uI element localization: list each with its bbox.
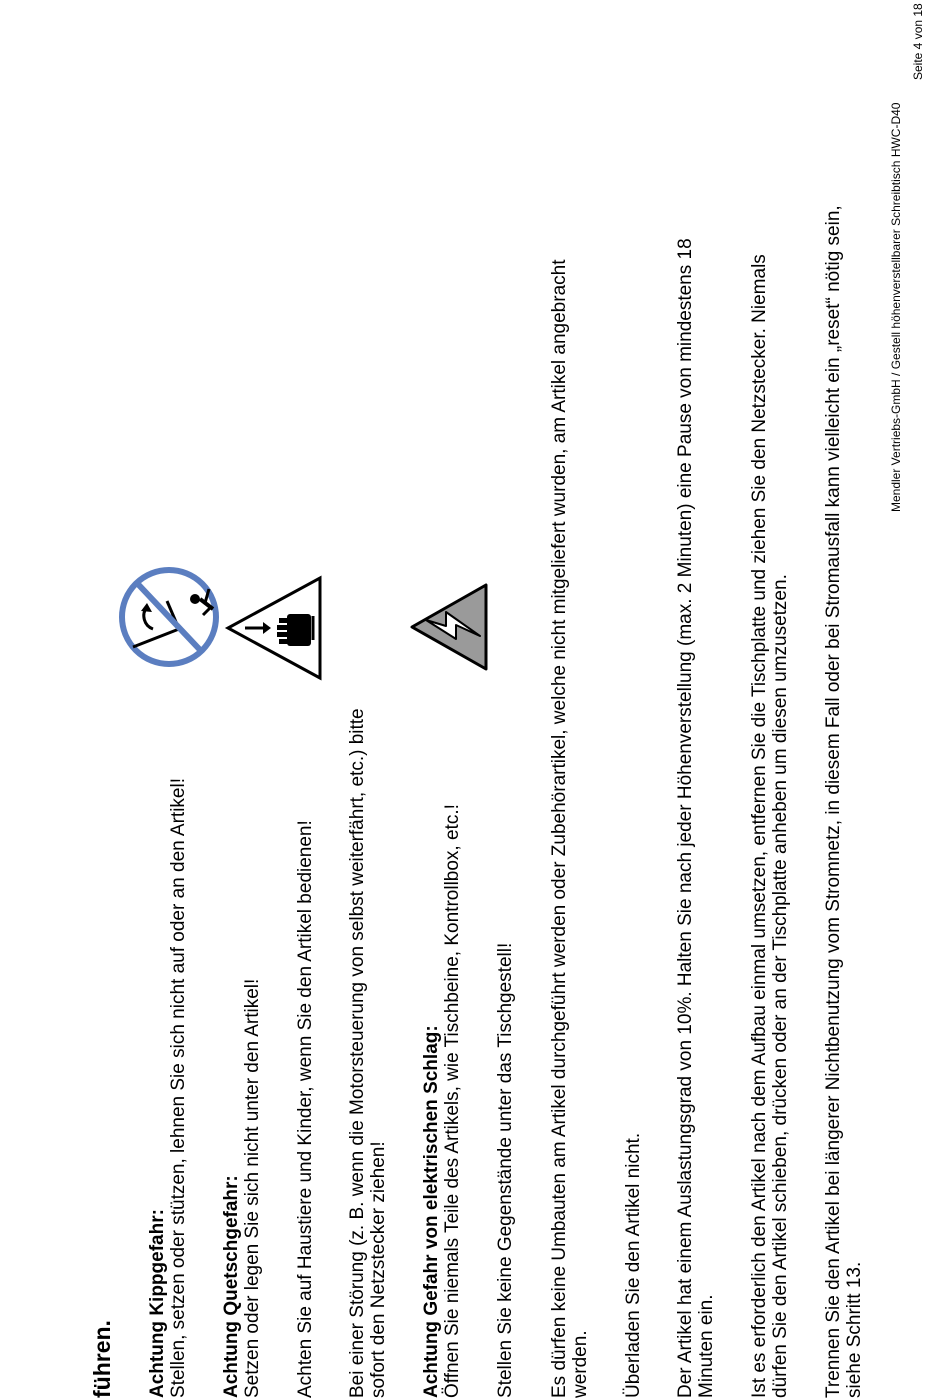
fault-text-line1: Bei einer Störung (z. B. wenn die Motorsteuerung von selbst weiterfährt, etc.) bitte (347, 708, 368, 1398)
modify-text-line1: Es dürfen keine Umbauten am Artikel durchgeführt werden oder Zubehörartikel, welche nicht mitgeliefert wurden, am Artikel angebracht (549, 259, 570, 1398)
footer-company: Mendler Vertriebs-GmbH / Gestell höhenverstellbarer Schreibtisch HWC-D40 (889, 102, 903, 512)
objects-text: Stellen Sie keine Gegenstände unter das Tischgestell! (495, 942, 516, 1398)
duty-text-line2: Minuten ein. (696, 1294, 717, 1398)
intro-text: führen. (89, 1320, 115, 1398)
crush-hazard-warning-icon (225, 576, 323, 680)
electric-shock-warning-icon (408, 582, 490, 672)
power-text-line1: Trennen Sie den Artikel bei längerer Nichtbenutzung vom Stromnetz, in diesem Fall oder bei Stromausfall kann vielleicht ein „reset“ nötig sein, (823, 205, 844, 1398)
power-text-line2: siehe Schritt 13. (844, 1261, 865, 1398)
duty-text-line1: Der Artikel hat einem Auslastungsgrad von 10%. Halten Sie nach jeder Höhenverstellung (max. 2 Minuten) eine Pause von mindestens 18 (675, 238, 696, 1398)
modify-text-line2: werden. (570, 1330, 591, 1398)
no-climbing-sign-icon (117, 565, 221, 669)
move-text-line2: dürfen Sie den Artikel schieben, drücken oder an der Tischplatte anheben um diesen umzusetzen. (770, 574, 791, 1398)
move-text-line1: Ist es erforderlich den Artikel nach dem Aufbau einmal umsetzen, entfernen Sie die Tischplatte und ziehen Sie den Netzstecker. Niemals (749, 254, 770, 1398)
shock-warning-text: Öffnen Sie niemals Teile des Artikels, wie Tischbeine, Kontrollbox, etc.! (442, 804, 463, 1398)
overload-text: Überladen Sie den Artikel nicht. (623, 1132, 644, 1398)
pinch-warning-text: Setzen oder legen Sie sich nicht unter den Artikel! (242, 978, 263, 1398)
pinch-warning-title: Achtung Quetschgefahr: (221, 1175, 242, 1398)
tip-warning-title: Achtung Kippgefahr: (147, 1209, 168, 1398)
shock-warning-title: Achtung Gefahr von elektrischen Schlag: (421, 1025, 442, 1398)
pets-warning-text: Achten Sie auf Haustiere und Kinder, wenn Sie den Artikel bedienen! (295, 820, 316, 1398)
footer-page-number: Seite 4 von 18 (911, 3, 925, 80)
tip-warning-text: Stellen, setzen oder stützen, lehnen Sie sich nicht auf oder an den Artikel! (168, 778, 189, 1398)
fault-text-line2: sofort den Netzstecker ziehen! (368, 1141, 389, 1398)
